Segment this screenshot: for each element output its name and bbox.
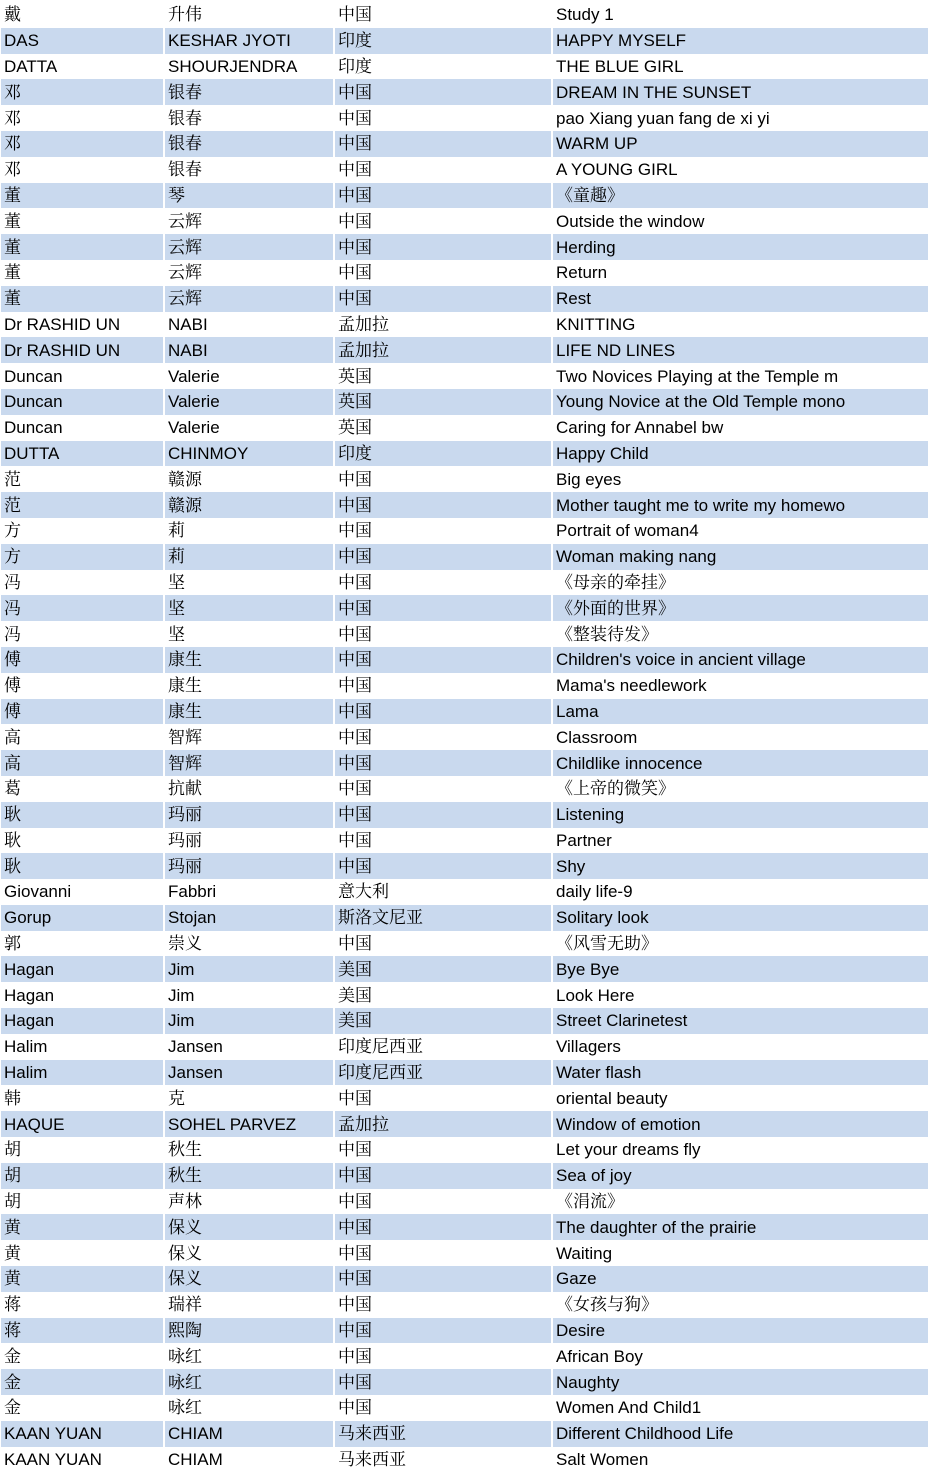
given-name-cell: 智辉 <box>164 750 334 776</box>
country-cell: 印度 <box>334 441 552 467</box>
given-name-cell: Valerie <box>164 415 334 441</box>
title-cell: DREAM IN THE SUNSET <box>552 79 928 105</box>
table-row <box>1 492 928 518</box>
title-cell: Waiting <box>552 1240 928 1266</box>
country-cell: 中国 <box>334 286 552 312</box>
surname-cell: Halim <box>1 1060 164 1086</box>
title-cell: 《女孩与狗》 <box>552 1292 928 1318</box>
surname-cell: 胡 <box>1 1189 164 1215</box>
table-row <box>1 54 928 80</box>
surname-cell: 黄 <box>1 1266 164 1292</box>
given-name-cell: 咏红 <box>164 1343 334 1369</box>
country-cell: 英国 <box>334 363 552 389</box>
country-cell: 中国 <box>334 466 552 492</box>
given-name-cell: CHIAM <box>164 1421 334 1447</box>
country-cell: 意大利 <box>334 879 552 905</box>
country-cell: 英国 <box>334 415 552 441</box>
table-row <box>1 2 928 28</box>
country-cell: 中国 <box>334 183 552 209</box>
table-row <box>1 724 928 750</box>
table-row <box>1 879 928 905</box>
table-row <box>1 1214 928 1240</box>
title-cell: daily life-9 <box>552 879 928 905</box>
country-cell: 中国 <box>334 2 552 28</box>
title-cell: Portrait of woman4 <box>552 518 928 544</box>
surname-cell: Duncan <box>1 415 164 441</box>
title-cell: Woman making nang <box>552 544 928 570</box>
given-name-cell: 玛丽 <box>164 828 334 854</box>
country-cell: 中国 <box>334 105 552 131</box>
given-name-cell: 咏红 <box>164 1369 334 1395</box>
country-cell: 中国 <box>334 853 552 879</box>
surname-cell: Hagan <box>1 956 164 982</box>
title-cell: Big eyes <box>552 466 928 492</box>
surname-cell: Duncan <box>1 363 164 389</box>
country-cell: 中国 <box>334 157 552 183</box>
surname-cell: 邓 <box>1 131 164 157</box>
surname-cell: Hagan <box>1 982 164 1008</box>
country-cell: 印度 <box>334 54 552 80</box>
surname-cell: 冯 <box>1 621 164 647</box>
surname-cell: 金 <box>1 1369 164 1395</box>
table-row <box>1 647 928 673</box>
table-row <box>1 828 928 854</box>
surname-cell: 金 <box>1 1343 164 1369</box>
country-cell: 中国 <box>334 699 552 725</box>
title-cell: Return <box>552 260 928 286</box>
country-cell: 中国 <box>334 1189 552 1215</box>
table-row <box>1 1395 928 1421</box>
given-name-cell: 琴 <box>164 183 334 209</box>
given-name-cell: CHINMOY <box>164 441 334 467</box>
table-row <box>1 673 928 699</box>
title-cell: Partner <box>552 828 928 854</box>
country-cell: 英国 <box>334 389 552 415</box>
given-name-cell: 保义 <box>164 1214 334 1240</box>
given-name-cell: 智辉 <box>164 724 334 750</box>
surname-cell: DUTTA <box>1 441 164 467</box>
given-name-cell: Valerie <box>164 363 334 389</box>
given-name-cell: 坚 <box>164 621 334 647</box>
table-row <box>1 415 928 441</box>
title-cell: Lama <box>552 699 928 725</box>
given-name-cell: 银春 <box>164 157 334 183</box>
given-name-cell: 康生 <box>164 647 334 673</box>
country-cell: 中国 <box>334 260 552 286</box>
given-name-cell: SOHEL PARVEZ <box>164 1111 334 1137</box>
surname-cell: 方 <box>1 544 164 570</box>
table-row <box>1 1266 928 1292</box>
surname-cell: 高 <box>1 750 164 776</box>
country-cell: 中国 <box>334 931 552 957</box>
country-cell: 中国 <box>334 1085 552 1111</box>
given-name-cell: SHOURJENDRA <box>164 54 334 80</box>
country-cell: 中国 <box>334 595 552 621</box>
table-row <box>1 621 928 647</box>
surname-cell: 邓 <box>1 157 164 183</box>
country-cell: 中国 <box>334 234 552 260</box>
surname-cell: 董 <box>1 208 164 234</box>
given-name-cell: 赣源 <box>164 492 334 518</box>
given-name-cell: 声林 <box>164 1189 334 1215</box>
given-name-cell: 坚 <box>164 595 334 621</box>
title-cell: WARM UP <box>552 131 928 157</box>
given-name-cell: 银春 <box>164 79 334 105</box>
table-row <box>1 28 928 54</box>
given-name-cell: Jim <box>164 956 334 982</box>
country-cell: 中国 <box>334 1318 552 1344</box>
country-cell: 马来西亚 <box>334 1421 552 1447</box>
country-cell: 中国 <box>334 1137 552 1163</box>
title-cell: Mama's needlework <box>552 673 928 699</box>
given-name-cell: NABI <box>164 337 334 363</box>
table-row <box>1 1034 928 1060</box>
surname-cell: 傅 <box>1 647 164 673</box>
table-row <box>1 337 928 363</box>
given-name-cell: Stojan <box>164 905 334 931</box>
title-cell: Study 1 <box>552 2 928 28</box>
country-cell: 中国 <box>334 1240 552 1266</box>
given-name-cell: 升伟 <box>164 2 334 28</box>
title-cell: Let your dreams fly <box>552 1137 928 1163</box>
title-cell: The daughter of the prairie <box>552 1214 928 1240</box>
country-cell: 中国 <box>334 1163 552 1189</box>
surname-cell: 郭 <box>1 931 164 957</box>
country-cell: 美国 <box>334 982 552 1008</box>
title-cell: Herding <box>552 234 928 260</box>
table-row <box>1 931 928 957</box>
surname-cell: 傅 <box>1 699 164 725</box>
country-cell: 中国 <box>334 1343 552 1369</box>
surname-cell: DAS <box>1 28 164 54</box>
table-row <box>1 234 928 260</box>
table-row <box>1 363 928 389</box>
given-name-cell: 云辉 <box>164 286 334 312</box>
surname-cell: 黄 <box>1 1240 164 1266</box>
country-cell: 中国 <box>334 776 552 802</box>
table-row <box>1 982 928 1008</box>
surname-cell: 金 <box>1 1395 164 1421</box>
given-name-cell: 莉 <box>164 518 334 544</box>
table-row <box>1 1085 928 1111</box>
surname-cell: Hagan <box>1 1008 164 1034</box>
surname-cell: 蒋 <box>1 1292 164 1318</box>
surname-cell: 冯 <box>1 595 164 621</box>
country-cell: 中国 <box>334 1214 552 1240</box>
title-cell: Gaze <box>552 1266 928 1292</box>
table-row <box>1 157 928 183</box>
table-row <box>1 750 928 776</box>
table-row <box>1 1421 928 1447</box>
table-row <box>1 1369 928 1395</box>
surname-cell: 董 <box>1 234 164 260</box>
given-name-cell: 克 <box>164 1085 334 1111</box>
table-row <box>1 1111 928 1137</box>
table-row <box>1 776 928 802</box>
table-row <box>1 1318 928 1344</box>
country-cell: 中国 <box>334 802 552 828</box>
entries-table-body <box>1 2 928 1472</box>
country-cell: 美国 <box>334 1008 552 1034</box>
given-name-cell: 玛丽 <box>164 802 334 828</box>
surname-cell: Gorup <box>1 905 164 931</box>
country-cell: 印度尼西亚 <box>334 1034 552 1060</box>
country-cell: 印度尼西亚 <box>334 1060 552 1086</box>
title-cell: 《童趣》 <box>552 183 928 209</box>
surname-cell: HAQUE <box>1 1111 164 1137</box>
title-cell: 《涓流》 <box>552 1189 928 1215</box>
table-row <box>1 1137 928 1163</box>
title-cell: Listening <box>552 802 928 828</box>
table-row <box>1 518 928 544</box>
given-name-cell: 保义 <box>164 1240 334 1266</box>
title-cell: Happy Child <box>552 441 928 467</box>
title-cell: Women And Child1 <box>552 1395 928 1421</box>
title-cell: Two Novices Playing at the Temple m <box>552 363 928 389</box>
title-cell: Children's voice in ancient village <box>552 647 928 673</box>
country-cell: 中国 <box>334 647 552 673</box>
surname-cell: 葛 <box>1 776 164 802</box>
table-row <box>1 802 928 828</box>
table-row <box>1 183 928 209</box>
given-name-cell: 银春 <box>164 105 334 131</box>
surname-cell: 方 <box>1 518 164 544</box>
country-cell: 中国 <box>334 724 552 750</box>
title-cell: THE BLUE GIRL <box>552 54 928 80</box>
given-name-cell: 莉 <box>164 544 334 570</box>
surname-cell: Halim <box>1 1034 164 1060</box>
title-cell: pao Xiang yuan fang de xi yi <box>552 105 928 131</box>
given-name-cell: 银春 <box>164 131 334 157</box>
title-cell: A YOUNG GIRL <box>552 157 928 183</box>
title-cell: 《上帝的微笑》 <box>552 776 928 802</box>
country-cell: 孟加拉 <box>334 337 552 363</box>
country-cell: 斯洛文尼亚 <box>334 905 552 931</box>
country-cell: 中国 <box>334 544 552 570</box>
surname-cell: 邓 <box>1 105 164 131</box>
title-cell: Classroom <box>552 724 928 750</box>
surname-cell: 傅 <box>1 673 164 699</box>
given-name-cell: 云辉 <box>164 208 334 234</box>
table-row <box>1 595 928 621</box>
surname-cell: 黄 <box>1 1214 164 1240</box>
country-cell: 中国 <box>334 131 552 157</box>
table-row <box>1 1060 928 1086</box>
given-name-cell: 坚 <box>164 570 334 596</box>
title-cell: Window of emotion <box>552 1111 928 1137</box>
given-name-cell: 崇义 <box>164 931 334 957</box>
given-name-cell: Fabbri <box>164 879 334 905</box>
given-name-cell: 康生 <box>164 699 334 725</box>
entries-table <box>1 2 928 1472</box>
surname-cell: KAAN YUAN <box>1 1447 164 1472</box>
title-cell: Mother taught me to write my homewo <box>552 492 928 518</box>
given-name-cell: 咏红 <box>164 1395 334 1421</box>
surname-cell: 耿 <box>1 853 164 879</box>
title-cell: Outside the window <box>552 208 928 234</box>
title-cell: Villagers <box>552 1034 928 1060</box>
country-cell: 中国 <box>334 828 552 854</box>
title-cell: 《外面的世界》 <box>552 595 928 621</box>
country-cell: 中国 <box>334 79 552 105</box>
country-cell: 中国 <box>334 1292 552 1318</box>
given-name-cell: 瑞祥 <box>164 1292 334 1318</box>
country-cell: 孟加拉 <box>334 312 552 338</box>
table-row <box>1 105 928 131</box>
country-cell: 孟加拉 <box>334 1111 552 1137</box>
table-row <box>1 1343 928 1369</box>
table-row <box>1 1008 928 1034</box>
country-cell: 马来西亚 <box>334 1447 552 1472</box>
surname-cell: 韩 <box>1 1085 164 1111</box>
given-name-cell: Valerie <box>164 389 334 415</box>
table-row <box>1 1292 928 1318</box>
surname-cell: DATTA <box>1 54 164 80</box>
surname-cell: 蒋 <box>1 1318 164 1344</box>
country-cell: 中国 <box>334 208 552 234</box>
table-row <box>1 1447 928 1472</box>
given-name-cell: 云辉 <box>164 260 334 286</box>
surname-cell: 董 <box>1 286 164 312</box>
table-row <box>1 905 928 931</box>
country-cell: 中国 <box>334 621 552 647</box>
country-cell: 中国 <box>334 492 552 518</box>
surname-cell: Giovanni <box>1 879 164 905</box>
title-cell: HAPPY MYSELF <box>552 28 928 54</box>
title-cell: African Boy <box>552 1343 928 1369</box>
given-name-cell: Jansen <box>164 1060 334 1086</box>
country-cell: 中国 <box>334 518 552 544</box>
title-cell: KNITTING <box>552 312 928 338</box>
country-cell: 中国 <box>334 570 552 596</box>
given-name-cell: 云辉 <box>164 234 334 260</box>
title-cell: Young Novice at the Old Temple mono <box>552 389 928 415</box>
table-row <box>1 956 928 982</box>
surname-cell: Duncan <box>1 389 164 415</box>
surname-cell: 邓 <box>1 79 164 105</box>
given-name-cell: 康生 <box>164 673 334 699</box>
surname-cell: 范 <box>1 492 164 518</box>
table-row <box>1 79 928 105</box>
surname-cell: 高 <box>1 724 164 750</box>
title-cell: Sea of joy <box>552 1163 928 1189</box>
title-cell: Caring for Annabel bw <box>552 415 928 441</box>
table-row <box>1 260 928 286</box>
table-row <box>1 853 928 879</box>
country-cell: 美国 <box>334 956 552 982</box>
country-cell: 中国 <box>334 750 552 776</box>
given-name-cell: 玛丽 <box>164 853 334 879</box>
title-cell: 《母亲的牵挂》 <box>552 570 928 596</box>
title-cell: oriental beauty <box>552 1085 928 1111</box>
given-name-cell: CHIAM <box>164 1447 334 1472</box>
title-cell: Water flash <box>552 1060 928 1086</box>
surname-cell: 戴 <box>1 2 164 28</box>
title-cell: Rest <box>552 286 928 312</box>
given-name-cell: Jim <box>164 1008 334 1034</box>
table-row <box>1 1163 928 1189</box>
country-cell: 中国 <box>334 1395 552 1421</box>
table-row <box>1 131 928 157</box>
table-row <box>1 1240 928 1266</box>
table-row <box>1 286 928 312</box>
given-name-cell: Jansen <box>164 1034 334 1060</box>
country-cell: 中国 <box>334 673 552 699</box>
surname-cell: 耿 <box>1 802 164 828</box>
title-cell: Childlike innocence <box>552 750 928 776</box>
given-name-cell: 秋生 <box>164 1163 334 1189</box>
title-cell: Desire <box>552 1318 928 1344</box>
table-row <box>1 312 928 338</box>
surname-cell: 董 <box>1 260 164 286</box>
title-cell: Look Here <box>552 982 928 1008</box>
table-row <box>1 1189 928 1215</box>
table-row <box>1 208 928 234</box>
title-cell: Street Clarinetest <box>552 1008 928 1034</box>
title-cell: Naughty <box>552 1369 928 1395</box>
surname-cell: 胡 <box>1 1163 164 1189</box>
given-name-cell: KESHAR JYOTI <box>164 28 334 54</box>
title-cell: Solitary look <box>552 905 928 931</box>
given-name-cell: 抗献 <box>164 776 334 802</box>
table-row <box>1 570 928 596</box>
table-row <box>1 544 928 570</box>
given-name-cell: NABI <box>164 312 334 338</box>
title-cell: Bye Bye <box>552 956 928 982</box>
given-name-cell: 保义 <box>164 1266 334 1292</box>
country-cell: 印度 <box>334 28 552 54</box>
title-cell: 《整装待发》 <box>552 621 928 647</box>
given-name-cell: Jim <box>164 982 334 1008</box>
title-cell: Salt Women <box>552 1447 928 1472</box>
table-row <box>1 699 928 725</box>
given-name-cell: 赣源 <box>164 466 334 492</box>
given-name-cell: 熙陶 <box>164 1318 334 1344</box>
given-name-cell: 秋生 <box>164 1137 334 1163</box>
surname-cell: 耿 <box>1 828 164 854</box>
surname-cell: 范 <box>1 466 164 492</box>
surname-cell: 董 <box>1 183 164 209</box>
surname-cell: KAAN YUAN <box>1 1421 164 1447</box>
surname-cell: 胡 <box>1 1137 164 1163</box>
country-cell: 中国 <box>334 1369 552 1395</box>
title-cell: Different Childhood Life <box>552 1421 928 1447</box>
country-cell: 中国 <box>334 1266 552 1292</box>
surname-cell: Dr RASHID UN <box>1 337 164 363</box>
title-cell: 《风雪无助》 <box>552 931 928 957</box>
surname-cell: Dr RASHID UN <box>1 312 164 338</box>
table-row <box>1 466 928 492</box>
title-cell: Shy <box>552 853 928 879</box>
surname-cell: 冯 <box>1 570 164 596</box>
table-row <box>1 441 928 467</box>
table-row <box>1 389 928 415</box>
title-cell: LIFE ND LINES <box>552 337 928 363</box>
